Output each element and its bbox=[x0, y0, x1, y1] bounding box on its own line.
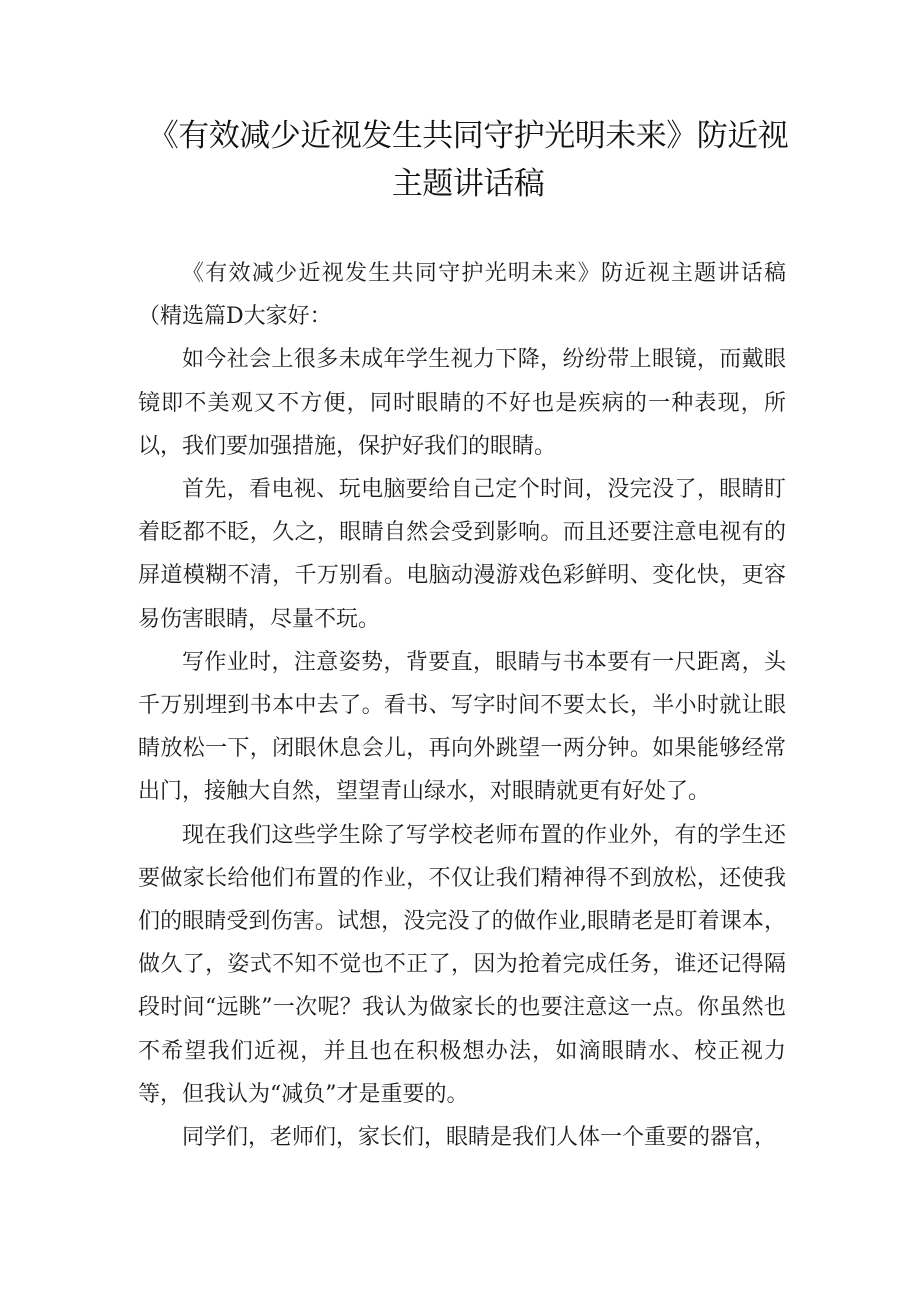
paragraph-3: 写作业时，注意姿势，背要直，眼睛与书本要有一尺距离，头千万别埋到书本中去了。看书、写字时间不要太长，半小时就让眼睛放松一下，闭眼休息会儿，再向外跳望一两分钟。如果能够经常出门，接触大自然，望望青山绿水，对眼睛就更有好处了。 bbox=[138, 649, 786, 805]
document-body bbox=[138, 252, 786, 1159]
paragraph-intro: 《有效减少近视发生共同守护光明未来》防近视主题讲话稿（精选篇D大家好： bbox=[138, 261, 786, 330]
paragraph-1: 如今社会上很多未成年学生视力下降，纷纷带上眼镜，而戴眼镜即不美观又不方便，同时眼睛的不好也是疾病的一种表现，所以，我们要加强措施，保护好我们的眼睛。 bbox=[138, 347, 786, 459]
paragraph-5: 同学们，老师们，家长们，眼睛是我们人体一个重要的器官， bbox=[182, 1125, 777, 1151]
title-line-1: 《有效减少近视发生共同守护光明未来》防近视 bbox=[147, 118, 789, 154]
document-title bbox=[138, 112, 798, 208]
paragraph-4: 现在我们这些学生除了写学校老师布置的作业外，有的学生还要做家长给他们布置的作业，不仅让我们精神得不到放松，还使我们的眼睛受到伤害。试想，没完没了的做作业,眼睛老是盯着课本，做久了，姿式不知不觉也不正了，因为抢着完成任务，谁还记得隔段时间“远眺”一次呢？我认为做家长的也要注意这一点。你虽然也不希望我们近视，并且也在积极想办法，如滴眼睛水、校正视力等，但我认为“减负”才是重要的。 bbox=[138, 822, 786, 1107]
paragraph-2: 首先，看电视、玩电脑要给自己定个时间，没完没了，眼睛盯着眨都不眨，久之，眼睛自然会受到影响。而且还要注意电视有的屏道模糊不清，千万别看。电脑动漫游戏色彩鲜明、变化快，更容易伤害眼睛，尽量不玩。 bbox=[138, 477, 786, 632]
title-line-2: 主题讲话稿 bbox=[391, 166, 545, 202]
